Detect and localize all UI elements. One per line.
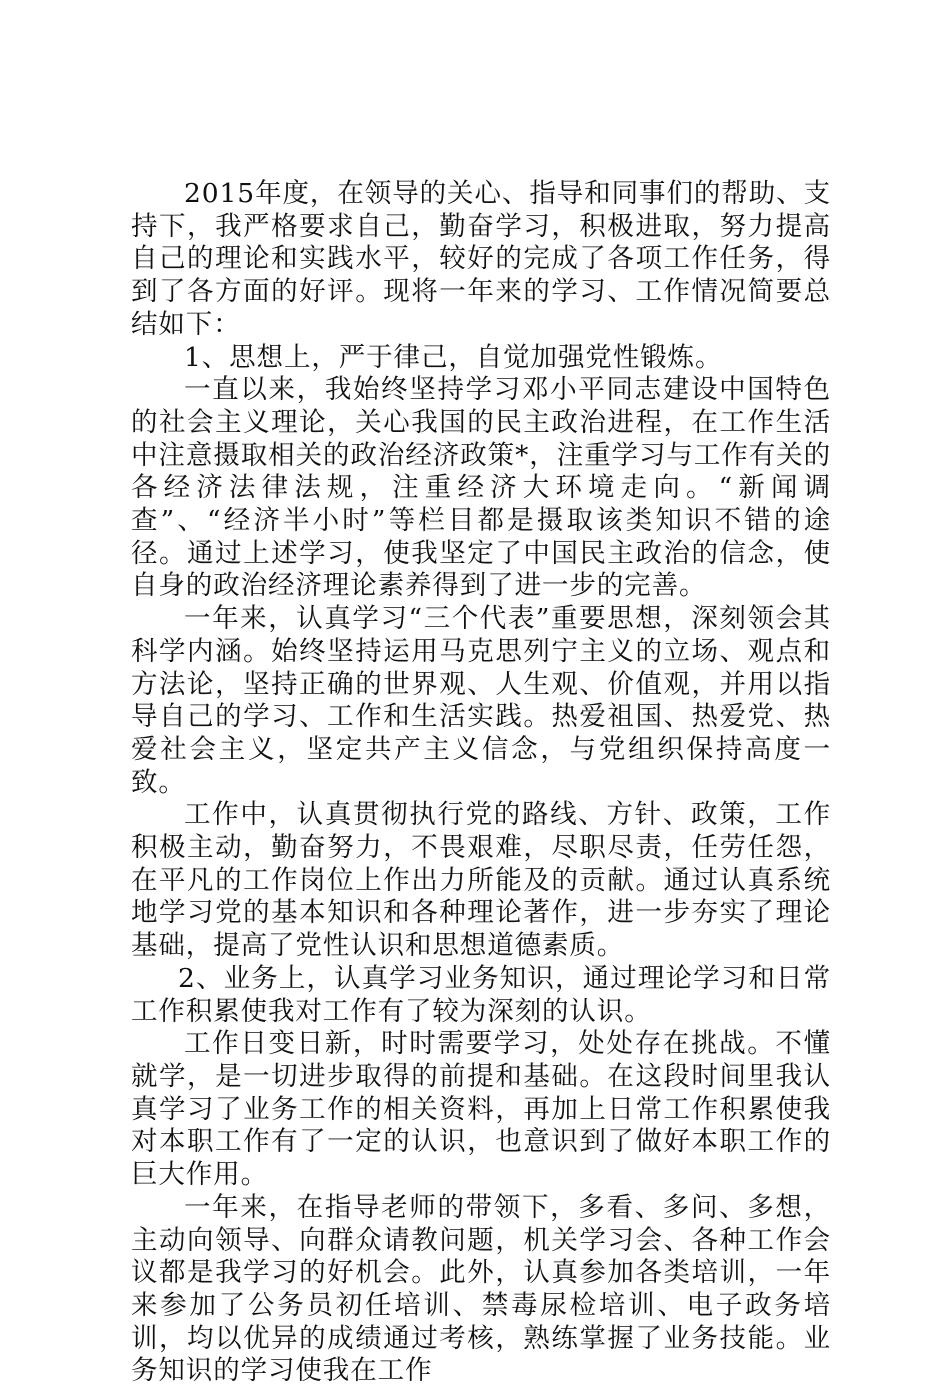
paragraph-work-attitude: 工作中，认真贯彻执行党的路线、方针、政策，工作积极主动，勤奋努力，不畏艰难，尽职尽责，任劳任怨，在平凡的工作岗位上作出力所能及的贡献。通过认真系统地学习党的基本知识和各种理论著作，进一步夯实了理论基础，提高了党性认识和思想道德素质。 (131, 799, 831, 962)
document-body (131, 178, 831, 1388)
paragraph-three-represents: 一年来，认真学习“三个代表”重要思想，深刻领会其科学内涵。始终坚持运用马克思列宁主义的立场、观点和方法论，坚持正确的世界观、人生观、价值观，并用以指导自己的学习、工作和生活实践。热爱祖国、热爱党、热爱社会主义，坚定共产主义信念，与党组织保持高度一致。 (131, 603, 831, 798)
section-heading-ideology: 1、思想上，严于律己，自觉加强党性锻炼。 (184, 341, 723, 373)
paragraph-daily-learning: 工作日变日新，时时需要学习，处处存在挑战。不懂就学，是一切进步取得的前提和基础。在这段时间里我认真学习了业务工作的相关资料，再加上日常工作积累使我对本职工作有了一定的认识，也意识到了做好本职工作的巨大作用。 (131, 1028, 831, 1191)
paragraph-training: 一年来，在指导老师的带领下，多看、多问、多想，主动向领导、向群众请教问题，机关学习会、各种工作会议都是我学习的好机会。此外，认真参加各类培训，一年来参加了公务员初任培训、禁毒尿检培训、电子政务培训，均以优异的成绩通过考核，熟练掌握了业务技能。业务知识的学习使我在工作 (131, 1191, 831, 1387)
paragraph-theory-study: 一直以来，我始终坚持学习邓小平同志建设中国特色的社会主义理论，关心我国的民主政治进程，在工作生活中注意摄取相关的政治经济政策*，注重学习与工作有关的各经济法律法规，注重经济大环境走向。“新闻调查”、“经济半小时”等栏目都是摄取该类知识不错的途径。通过上述学习，使我坚定了中国民主政治的信念，使自身的政治经济理论素养得到了进一步的完善。 (131, 374, 831, 602)
intro-paragraph: 2015年度，在领导的关心、指导和同事们的帮助、支持下，我严格要求自己，勤奋学习，积极进取，努力提高自己的理论和实践水平，较好的完成了各项工作任务，得到了各方面的好评。现将一年来的学习、工作情况简要总结如下： (131, 178, 831, 340)
section-heading-business: 2、业务上，认真学习业务知识，通过理论学习和日常工作积累使我对工作有了较为深刻的认识。 (131, 962, 831, 1027)
